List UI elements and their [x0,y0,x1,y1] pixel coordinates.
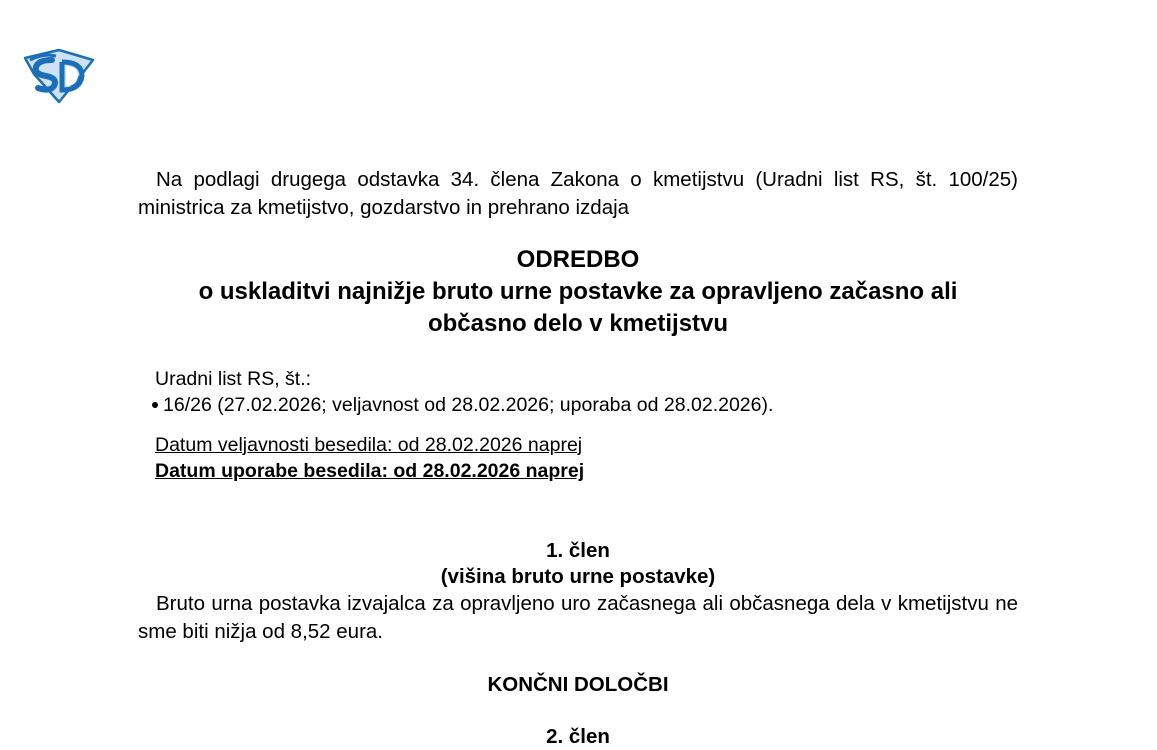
article1-number: 1. člen [546,539,610,562]
decree-subtitle-line1: o uskladitvi najnižje bruto urne postavke za opravljeno začasno ali [198,278,958,305]
preamble-text: Na podlagi drugega odstavka 34. člena Zakona o kmetijstvu (Uradni list RS, št. 100/25) ministrica za kmetijstvo, gozdarstvo in prehrano izdaja [138,168,1018,219]
validity-date: Datum veljavnosti besedila: od 28.02.2026 naprej [155,434,583,456]
gazette-list-item [152,392,773,418]
bullet-icon [152,402,158,408]
decree-title: ODREDBO [516,246,640,273]
decree-subtitle-line2: občasno delo v kmetijstvu [427,310,729,337]
article2-number: 2. člen [546,725,610,748]
gazette-label: Uradni list RS, št.: [155,368,312,390]
logo-image [22,48,96,104]
application-date: Datum uporabe besedila: od 28.02.2026 naprej [155,460,585,482]
final-provisions-heading: KONČNI DOLOČBI [487,673,669,696]
gazette-entry: 16/26 (27.02.2026; veljavnost od 28.02.2026; uporaba od 28.02.2026). [163,394,774,416]
article1-heading: (višina bruto urne postavke) [440,565,716,588]
article1-text: Bruto urna postavka izvajalca za opravljeno uro začasnega ali občasnega dela v kmetijstvu ne sme biti nižja od 8,52 eura. [138,592,1018,643]
